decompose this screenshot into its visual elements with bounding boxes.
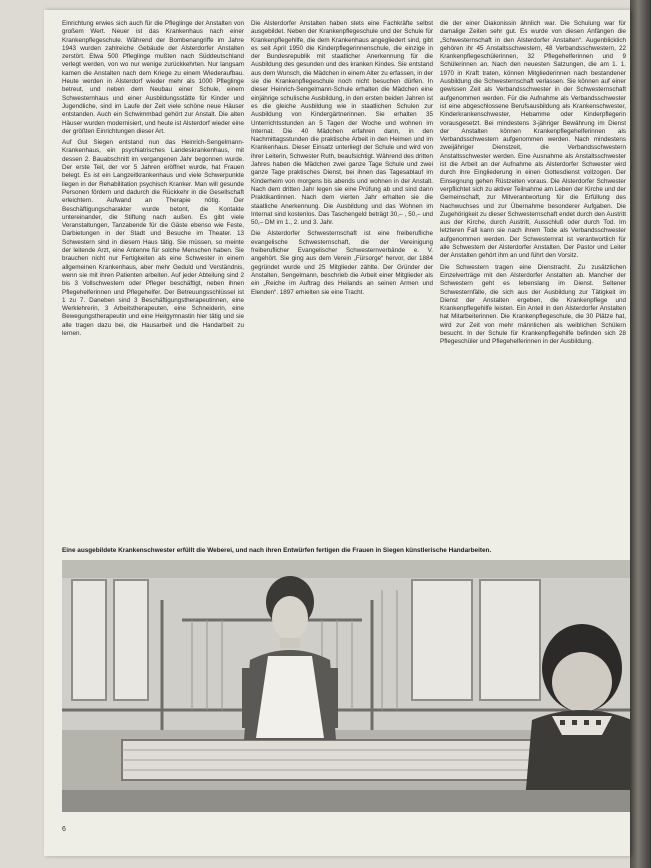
photo-weaving-room [62,560,630,812]
paragraph: Die Schwestern tragen eine Dienstracht. Zu zusätzlichen Einzelverträge mit den Alsterdorfer Anstalten ab. Mancher der Schwestern geht es lebenslang im Dienst. Seltener Schwesternfälle, die sich aus der Ausbildung zur Tätigkeit im Dienst der Anstalten ergeben, die Krankenpflege und Krankenpflegehilfe leisten. Ein Anteil in den Alsterdorfer Anstalten hat Mitarbeiterinnen. Die Krankenpflegeschule, die 30 Plätze hat, wird zur Zeit von mehr männlichen als weiblichen Schülern besucht. In der Schule für Krankenpflegehilfe befinden sich 28 Pflegeschüler und Pflegehelferinnen in der Ausbildung. [440,263,626,346]
paragraph: Die Alsterdorfer Anstalten haben stets eine Fachkräfte selbst ausgebildet. Neben der Krankenpflegeschule und der Schule für Krankenpflegehilfe, die dem Krankenhaus angegliedert sind, gibt es seit April 1950 die Kinderpflegerinnenschule, die einzige in der Bundesrepublik mit staatlicher Anerkennung für die Ausbildung des gesunden und des kranken Kindes. Sie entstand aus dem Wunsch, die Mädchen in einem Alter zu erfassen, in der sie die Krankenpflegeschule noch nicht besuchen dürfen. In dieser Heinrich-Sengelmann-Schule erhalten die Mädchen eine einjährige schulische Ausbildung, in den ersten beiden Jahren ist es die gleiche Ausbildung wie in staatlichen Schulen zur Ausbildung von Kindergärtnerinnen. Sie erhalten 35 Unterrichtsstunden an 5 Tagen der Woche und wohnen im Internat. Die 40 Mädchen erfahren dann, in den Nachmittagsstunden die praktische Arbeit in den Heimen und im Krankenhaus. Dieser Einsatz unterliegt der Schule und wird von ihrer Leiterin, Schwester Ruth, beaufsichtigt. Während des dritten Jahres haben die Mädchen zwei ganze Tage Schule und zwei ganze Tage praktisches Dienst, bei ihnen das Tagesablauf im Kinderheim von morgens bis abends und wohnen in der Anstalt. Nach dem dritten Jahr legen sie eine Prüfung ab und sind dann Praktikantinnen. Nach dem vierten Jahr erhalten sie die staatliche Anerkennung. Die Ausbildung und das Wohnen im Internat sind kostenlos. Das Taschengeld beträgt 30,– , 50,– und 50,– DM im 1., 2. und 3. Jahr. [251,20,434,227]
book-spine [630,0,651,868]
paragraph: die der einer Diakonissin ähnlich war. Die Schulung war für damalige Zeiten sehr gut. Es wurde von diesen Anfängen die „Schwesternschaft in den Alsterdorfer Anstalten“. Augenblicklich gehören ihr 45 Anstaltsschwestern, 48 Verbandsschwestern, 22 Krankenpflegeschülerinnen, 32 Pflegehelferinnen und 9 Schülerinnen an. Nach den neuesten Satzungen, die am 1. 1. 1970 in Kraft traten, können Mitgliederinnen nach bestandener Ausbildung die Schwesternschaft verlassen. Sie können auf einer gewissen Zeit als Verbandsschwester in der Schwesternschaft aufgenommen werden. Für die Aufnahme als Verbandsschwester ist eine abgeschlossene Berufsausbildung als Krankenschwester, Kinderkrankenschwester, Hebamme oder Kinderpflegerin vorausgesetzt. Bei mindestens 3-jähriger Bewährung im Dienst der Anstalten können Krankenpflegehelferinnen als Verbandsschwestern aufgenommen werden. Nach mindestens zweijähriger Dienstzeit, die Verbandsschwestern Anstaltsschwester werden. Eine Ausnahme als Anstaltsschwester ist die Arbeit an der Aufnahme als Alsterdorfer Schwester wird durch ihre Eingliederung in einen Gottesdienst vollzogen. Der Einsegnung gehen Rüstzeiten voraus. Die Alsterdorfer Schwester verpflichtet sich zu aktiver Teilnahme am Leben der Kirche und der Gemeinschaft, zur Mitverantwortung für die Erfüllung des Nachwuchses und zur Übernahme besonderer Aufgaben. Die Zugehörigkeit zu dieser Schwesternschaft endet durch den Austritt aus der Kirche, durch Austritt, Ausschluß oder durch Tod. Im letzteren Fall kann sie nach ihrem Tode als Verbandsschwester aufgenommen werden. Der Schwesternrat ist verantwortlich für alle Schwestern der Alsterdorfer Anstalten. Der Pastor und Leiter der Anstalten gehört ihm an und führt den Vorsitz. [440,20,626,260]
paragraph: Auf Gut Siegen entstand nun das Heinrich-Sengelmann-Krankenhaus, ein psychiatrisches Landeskrankenhaus, mit dessen 2. Bauabschnitt im vergangenen Jahr begonnen wurde. Der erste Teil, der vor 5 Jahren eröffnet wurde, hat Frauen belegt. Es ist ein Langzeitkrankenhaus und viele Schwerpunkte liegen in der Rehabilitation psychisch Kranker. Man will gesunde Personen fördern und dadurch die Rückkehr in die Gesellschaft erleichtern. Aufwand an Therapie nötig. Der Beschäftigungscharakter wurde betont, die Kontakte untereinander, die Stiftung nach außen. Es gibt viele Veranstaltungen, Tanzabende für die Gäste ebenso wie Feste, Darbietungen in der Stadt und Besuche im Theater. 13 Schwestern sind in diesem Haus tätig. Sie müssen, so meinte der leitende Arzt, eine Antenne für solche Menschen haben. Sie brauchen nicht nur Fertigkeiten als eine Schwester in einem allgemeinen Krankenhaus, aber mehr Geduld und Verständnis, wenn sie mit ihren Patienten arbeiten. Auf jeder Abteilung sind 2 bis 3 Vollschwestern oder Pfleger beschäftigt, neben ihnen Pflegehelferinnen und Pflegehelfer. Der Betreuungsschlüssel ist 1 zu 7. Daneben sind 3 Beschäftigungstherapeutinnen, eine Werklehrerin, 3 Arbeitstherapeuten, eine Schneiderin, eine Bewegungstherapeutin und eine Heilgymnastin hier tätig und sie alle tragen dazu bei, die Hausarbeit und die Handarbeit zu lernen. [62,139,244,337]
text-column-right [440,20,626,540]
paragraph: Die Alsterdorfer Schwesternschaft ist eine freiberufliche evangelische Schwesternschaft, die der Vereinigung freiberuflicher Evangelischer Schwesternverbände e. V. angehört. Sie ging aus dem Verein „Fürsorge“ hervor, der 1884 gegründet wurde und 25 Mitglieder zählte. Der Gründer der Anstalten, Sengelmann, beschrieb die Arbeit einer Mitglieder als ein „Reiche im Auftrag des Heilands an seinen Armen und Elenden“. 1897 erhielten sie eine Tracht. [251,230,433,296]
page-number: 6 [62,826,66,833]
magazine-page [44,10,630,856]
photo-illustration [62,560,630,812]
paragraph: Einrichtung erwies sich auch für die Pfleglinge der Anstalten von großem Wert. Neuer ist das Krankenhaus nach einer Krankenpflegeschule. Während der Bombenangriffe im Jahre 1943 wurden zahlreiche Gebäude der Alsterdorfer Anstalten zerstört. Etwa 500 Pfleglinge mußten nach Süddeutschland verlegt werden, von wo nur wenige zurückkehrten. Nur langsam kamen die Anstalten nach dem Kriege zu einem Wiederaufbau. Heute werden in Alsterdorf wieder mehr als 1000 Pfleglinge betreut, und neben dem Neubau einer Schule, einem Schwesternhaus und einer Ausbildungsstätte für Kinder und Jugendliche, sind im Laufe der Zeit viele schöne neue Häuser entstanden. Auch ein Schwimmbad gehört zur Anstalt. Die alten Häuser wurden modernisiert, und heute ist Alsterdorf wieder eine der größten Einrichtungen dieser Art. [62,20,244,135]
text-column-middle [251,20,433,300]
photo-caption: Eine ausgebildete Krankenschwester erfüllt die Weberei, und nach ihren Entwürfen fertigen die Frauen in Siegen künstlerische Handarbeiten. [62,547,492,554]
text-column-left [62,20,244,341]
